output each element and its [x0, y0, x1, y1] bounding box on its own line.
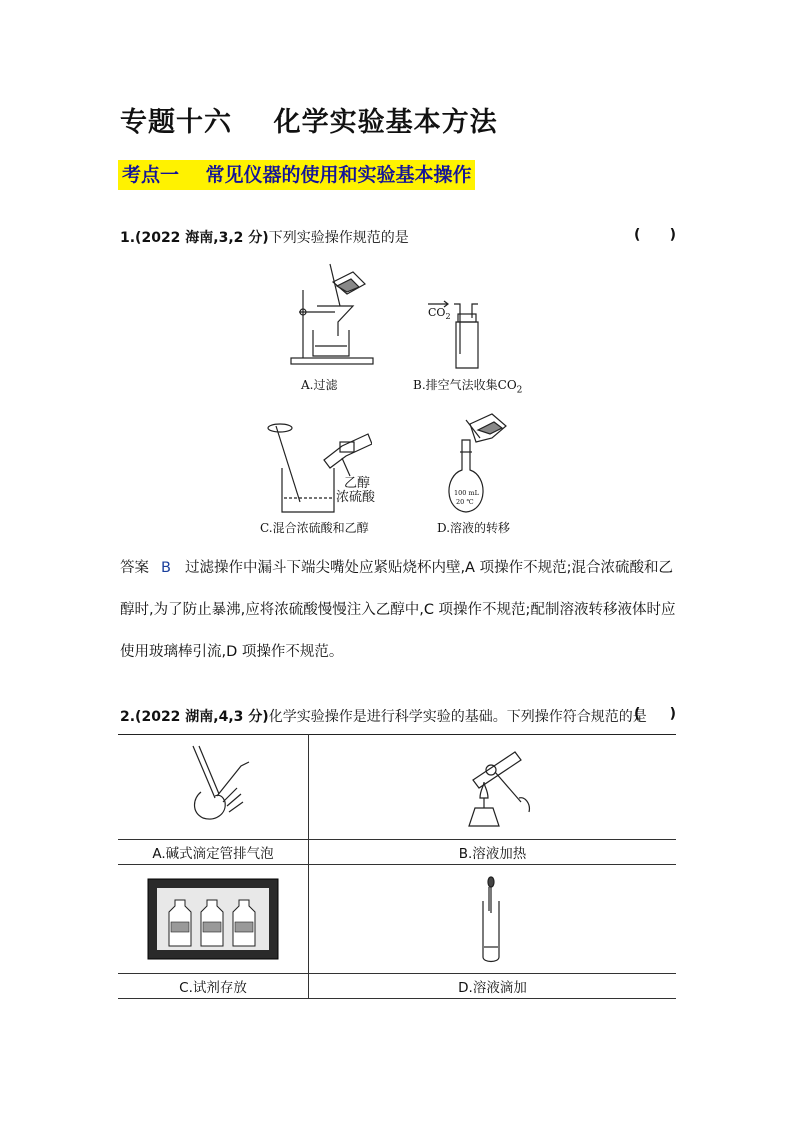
figure-c-mixing [262, 420, 376, 515]
question-2-text: 化学实验操作是进行科学实验的基础。下列操作符合规范的是 [268, 709, 647, 725]
question-1-answer [120, 547, 680, 673]
reagent-cabinet-icon [147, 878, 279, 960]
question-2-stem [120, 706, 647, 726]
question-2-source: 2.(2022 湖南,4,3 分) [120, 709, 269, 725]
answer-explanation: 过滤操作中漏斗下端尖嘴处应紧贴烧杯内壁,A 项操作不规范;混合浓硫酸和乙醇时,为了防止暴沸,应将浓硫酸慢慢注入乙醇中,C 项操作不规范;配制溶液转移液体时应使用玻璃棒引流,D 项操作不规范。 [120, 560, 676, 660]
answer-label: 答案 [120, 560, 149, 576]
option-c-caption: C.试剂存放 [118, 974, 309, 999]
co2-label: $CO_2$ [428, 306, 451, 322]
figure-c-caption: C.混合浓硫酸和乙醇 [260, 521, 369, 535]
ethanol-label: 乙醇 [344, 476, 371, 491]
question-2-options-table [118, 734, 676, 999]
question-1-source: 1.(2022 海南,3,2 分) [120, 230, 269, 246]
section-heading: 考点一 常见仪器的使用和实验基本操作 [118, 160, 475, 190]
figure-a-caption: A.过滤 [301, 378, 338, 392]
question-1-answer-paren: ( ) [634, 227, 677, 243]
flask-temp-label: 20 ℃ [456, 498, 474, 506]
heating-test-tube-icon [433, 742, 553, 832]
question-1-stem [120, 227, 409, 247]
option-d-image-cell [309, 865, 677, 974]
figure-a-filtration [285, 260, 385, 370]
question-2-answer-paren: ( ) [634, 706, 677, 722]
figure-d-caption: D.溶液的转移 [437, 521, 511, 535]
option-b-caption: B.溶液加热 [309, 840, 677, 865]
acid-label: 浓硫酸 [336, 490, 376, 505]
option-d-caption: D.溶液滴加 [309, 974, 677, 999]
burette-hand-icon [163, 742, 263, 832]
figure-d-transfer [440, 410, 515, 515]
figure-b-caption: B.排空气法收集$CO_2$ [413, 378, 523, 396]
question-1-text: 下列实验操作规范的是 [268, 230, 409, 246]
page-title: 专题十六 化学实验基本方法 [120, 107, 498, 138]
filtration-apparatus-icon [285, 260, 385, 370]
option-a-caption: A.碱式滴定管排气泡 [118, 840, 309, 865]
option-a-image-cell [118, 734, 309, 840]
flask-volume-label: 100 mL [454, 489, 479, 497]
volumetric-flask-icon [440, 410, 515, 515]
dropper-test-tube-icon [473, 873, 513, 965]
option-c-image-cell [118, 865, 309, 974]
answer-key: B [161, 560, 171, 576]
figure-b-co2-collection [420, 298, 490, 373]
option-b-image-cell [309, 734, 677, 840]
